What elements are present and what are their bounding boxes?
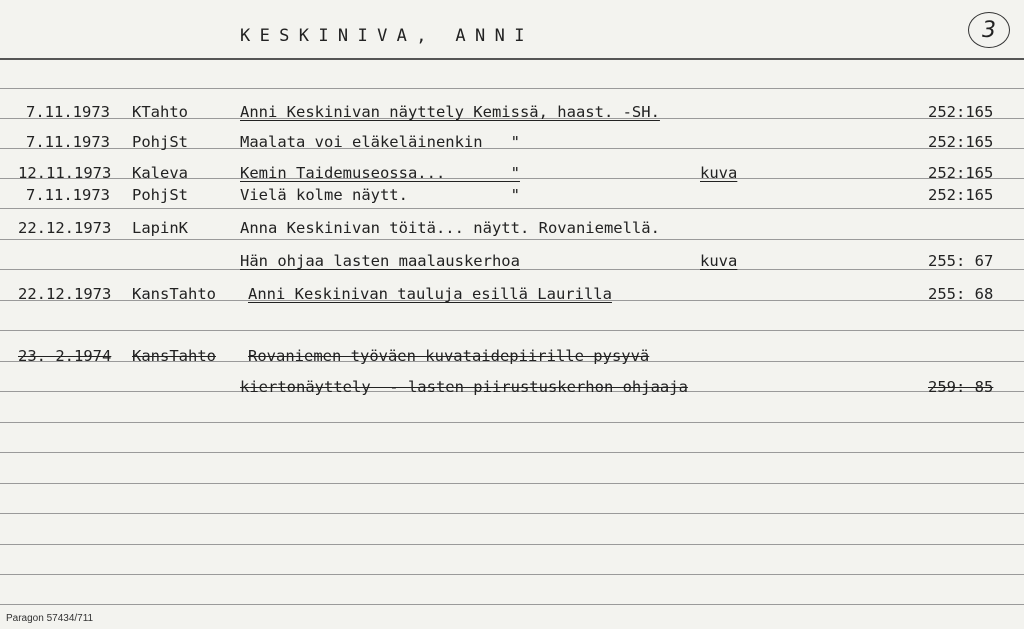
- card-heading: KESKINIVA, ANNI: [240, 26, 534, 46]
- entry-title: Anna Keskinivan töitä... näytt. Rovaniemellä.: [240, 219, 660, 237]
- entry-reference: 255: 68: [928, 285, 994, 303]
- entry-reference: 252:165: [928, 186, 994, 204]
- ruled-line: [0, 208, 1024, 209]
- entry-date: 12.11.1973: [18, 164, 112, 182]
- card-number-badge: 3: [968, 12, 1010, 48]
- entry-date: 7.11.1973: [26, 133, 110, 151]
- entry-title: kiertonäyttely - lasten piirustuskerhon ohjaaja: [240, 378, 688, 396]
- entry-date: 7.11.1973: [26, 103, 110, 121]
- ruled-line: [0, 544, 1024, 545]
- entry-reference: 255: 67: [928, 252, 994, 270]
- entry-source: LapinK: [132, 219, 188, 237]
- entry-title: Vielä kolme näytt. ": [240, 186, 520, 204]
- entry-date: 22.12.1973: [18, 285, 112, 303]
- entry-reference: 252:165: [928, 133, 994, 151]
- ruled-line: [0, 422, 1024, 423]
- entry-reference: 252:165: [928, 103, 994, 121]
- ruled-line: [0, 604, 1024, 605]
- header-rule: [0, 58, 1024, 60]
- entry-title: Maalata voi eläkeläinenkin ": [240, 133, 520, 151]
- entry-title: Anni Keskinivan näyttely Kemissä, haast. -SH.: [240, 103, 660, 121]
- card-footer: Paragon 57434/711: [6, 613, 94, 624]
- entry-date: 23. 2.1974: [18, 347, 112, 365]
- ruled-line: [0, 513, 1024, 514]
- ruled-line: [0, 574, 1024, 575]
- entry-note: kuva: [700, 164, 738, 182]
- entry-date: 7.11.1973: [26, 186, 110, 204]
- ruled-line: [0, 330, 1024, 331]
- entry-source: Kaleva: [132, 164, 188, 182]
- entry-source: KTahto: [132, 103, 188, 121]
- entry-reference: 252:165: [928, 164, 994, 182]
- entry-title: Kemin Taidemuseossa... ": [240, 164, 520, 182]
- ruled-line: [0, 239, 1024, 240]
- entry-source: PohjSt: [132, 186, 188, 204]
- ruled-line: [0, 483, 1024, 484]
- ruled-line: [0, 452, 1024, 453]
- ruled-line: [0, 88, 1024, 89]
- entry-title: Anni Keskinivan tauluja esillä Laurilla: [248, 285, 612, 303]
- entry-note: kuva: [700, 252, 738, 270]
- entry-source: PohjSt: [132, 133, 188, 151]
- entry-title: Hän ohjaa lasten maalauskerhoa: [240, 252, 520, 270]
- entry-reference: 259: 85: [928, 378, 994, 396]
- entry-date: 22.12.1973: [18, 219, 112, 237]
- entry-title: Rovaniemen työväen kuvataidepiirille pysyvä: [248, 347, 650, 365]
- entry-source: KansTahto: [132, 347, 216, 365]
- entry-source: KansTahto: [132, 285, 216, 303]
